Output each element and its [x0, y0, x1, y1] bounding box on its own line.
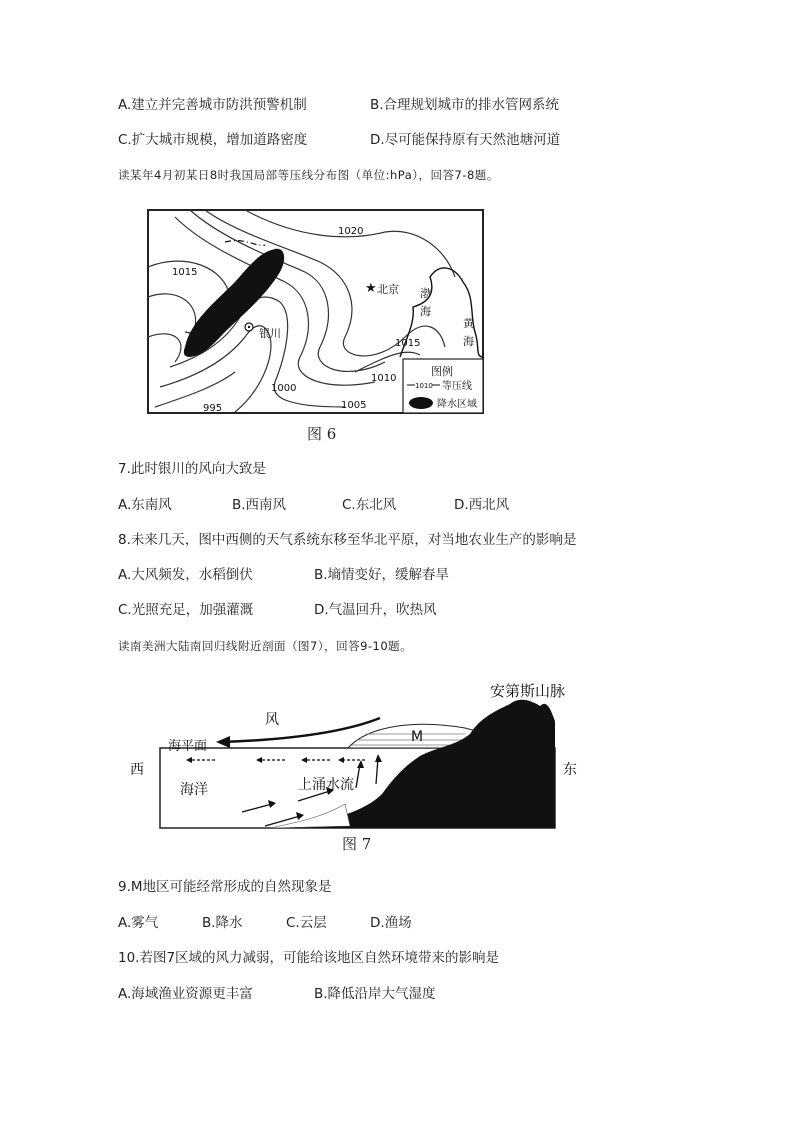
label-m: M — [411, 729, 424, 745]
label-west: 西 — [130, 762, 144, 778]
q10-option-b: B.降低沿岸大气湿度 — [314, 986, 436, 1002]
q8-option-c: C.光照充足，加强灌溉 — [118, 602, 254, 618]
label-andes: 安第斯山脉 — [490, 682, 566, 700]
legend-rain-label: 降水区域 — [437, 399, 477, 410]
q7-option-a: A.东南风 — [118, 497, 172, 513]
figure-6-caption: 图 6 — [307, 425, 337, 443]
isobar-label-1015-west: 1015 — [172, 267, 198, 278]
wind-arrow — [222, 718, 380, 742]
label-bohai-2: 海 — [420, 305, 431, 318]
label-upwelling: 上涌水流 — [298, 777, 354, 793]
figure-6-isobar-map — [145, 207, 490, 419]
label-yinchuan: 银川 — [259, 327, 281, 340]
q8-option-a: A.大风频发，水稻倒伏 — [118, 567, 253, 583]
isobar-label-1020: 1020 — [338, 226, 364, 237]
q6-option-a: A.建立并完善城市防洪预警机制 — [118, 97, 307, 113]
q6-option-c: C.扩大城市规模，增加道路密度 — [118, 132, 308, 148]
label-east: 东 — [563, 762, 577, 778]
q9-option-b: B.降水 — [202, 915, 243, 931]
intro-9-10: 读南美洲大陆南回归线附近剖面（图7），回答9-10题。 — [118, 639, 413, 653]
q9-option-a: A.雾气 — [118, 915, 159, 931]
q9-option-d: D.渔场 — [370, 915, 412, 931]
legend-isobar-label: 等压线 — [442, 381, 472, 392]
isobar-label-1015-east: 1015 — [395, 338, 421, 349]
label-wind: 风 — [265, 712, 279, 728]
legend — [403, 359, 483, 413]
legend-rain-swatch — [409, 397, 433, 409]
isobar-label-995: 995 — [203, 403, 223, 414]
q8-stem: 8.未来几天，图中西侧的天气系统东移至华北平原，对当地农业生产的影响是 — [118, 532, 577, 548]
isobar-label-1005: 1005 — [341, 400, 367, 411]
label-bohai-1: 渤 — [420, 287, 431, 300]
q8-option-d: D.气温回升，吹热风 — [314, 602, 437, 618]
label-beijing: 北京 — [377, 283, 399, 296]
q10-option-a: A.海域渔业资源更丰富 — [118, 986, 253, 1002]
isobar-label-1010: 1010 — [371, 373, 397, 384]
label-ocean: 海洋 — [180, 782, 208, 798]
q7-option-c: C.东北风 — [342, 497, 397, 513]
q9-option-c: C.云层 — [286, 915, 327, 931]
label-sea-level: 海平面 — [168, 739, 208, 754]
intro-7-8: 读某年4月初某日8时我国局部等压线分布图（单位:hPa），回答7-8题。 — [118, 168, 499, 182]
label-huanghai-2: 海 — [463, 335, 474, 348]
figure-7-caption: 图 7 — [342, 835, 372, 853]
q8-option-b: B.墒情变好，缓解春旱 — [314, 567, 450, 583]
q7-option-b: B.西南风 — [232, 497, 287, 513]
figure-7-cross-section — [120, 676, 600, 856]
q6-option-d: D.尽可能保持原有天然池塘河道 — [370, 132, 561, 148]
label-huanghai-1: 黄 — [463, 317, 474, 330]
legend-isobar-sample: 1010 — [415, 382, 433, 390]
q10-stem: 10.若图7区域的风力减弱，可能给该地区自然环境带来的影响是 — [118, 950, 500, 966]
isobar-label-1000: 1000 — [271, 383, 297, 394]
beijing-star-icon: ★ — [365, 281, 377, 296]
q7-stem: 7.此时银川的风向大致是 — [118, 461, 266, 477]
legend-title: 图例 — [431, 365, 453, 378]
q7-option-d: D.西北风 — [454, 497, 510, 513]
q6-option-b: B.合理规划城市的排水管网系统 — [370, 97, 560, 113]
q9-stem: 9.M地区可能经常形成的自然现象是 — [118, 879, 332, 895]
